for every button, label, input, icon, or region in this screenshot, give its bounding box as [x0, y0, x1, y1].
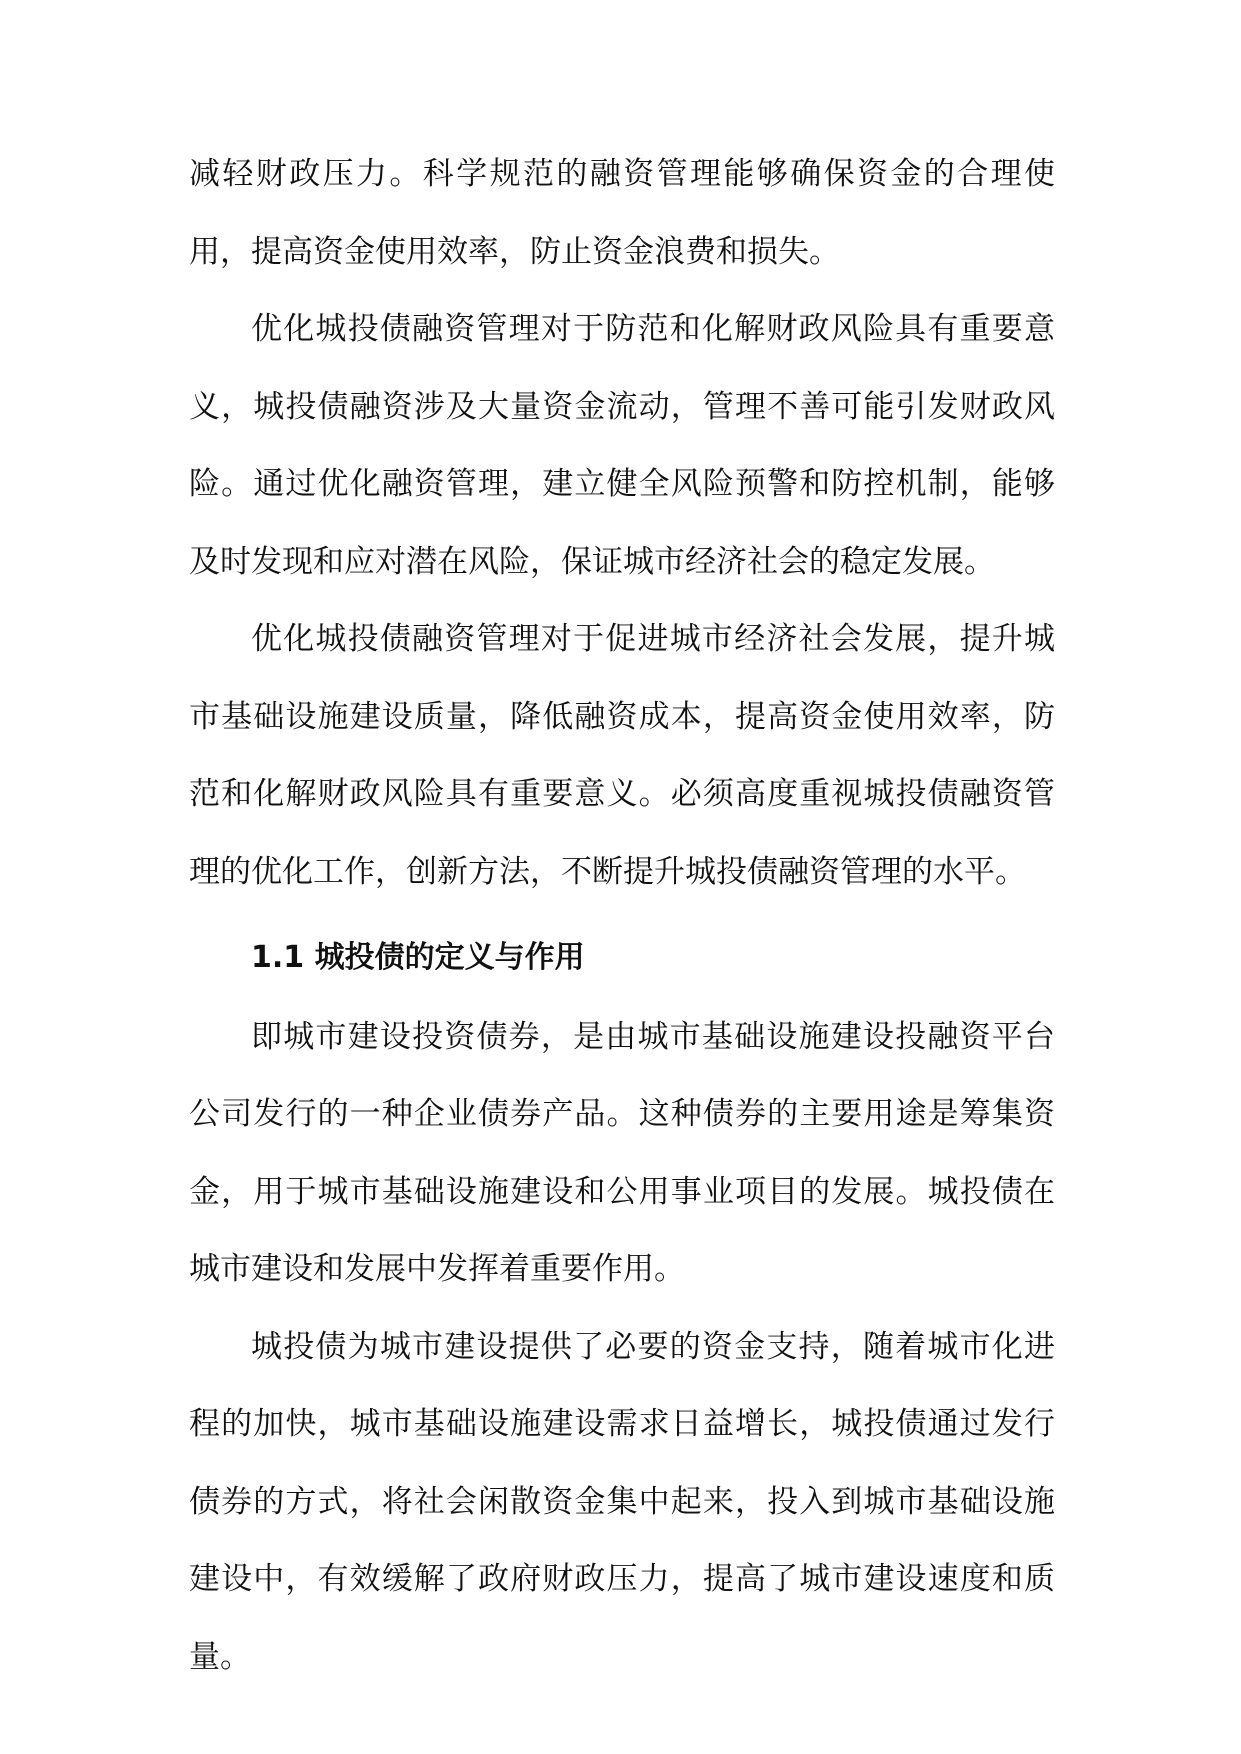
paragraph-role: 城投债为城市建设提供了必要的资金支持，随着城市化进程的加快，城市基础设施建设需求日益增长，城投债通过发行债券的方式，将社会闲散资金集中起来，投入到城市基础设施建设中，有效缓解了政府财政压力，提高了城市建设速度和质量。: [189, 1328, 1055, 1675]
paragraph-summary: 优化城投债融资管理对于促进城市经济社会发展，提升城市基础设施建设质量，降低融资成本，提高资金使用效率，防范和化解财政风险具有重要意义。必须高度重视城投债融资管理的优化工作，创新方法，不断提升城投债融资管理的水平。: [189, 621, 1055, 890]
paragraph-risk-prevention: 优化城投债融资管理对于防范和化解财政风险具有重要意义，城投债融资涉及大量资金流动，管理不善可能引发财政风险。通过优化融资管理，建立健全风险预警和防控机制，能够及时发现和应对潜在风险，保证城市经济社会的稳定发展。: [189, 311, 1055, 580]
document-body: [189, 136, 1055, 1696]
paragraph-definition: 即城市建设投资债券，是由城市基础设施建设投融资平台公司发行的一种企业债券产品。这种债券的主要用途是筹集资金，用于城市基础设施建设和公用事业项目的发展。城投债在城市建设和发展中发挥着重要作用。: [189, 1018, 1055, 1287]
paragraph-continued: 减轻财政压力。科学规范的融资管理能够确保资金的合理使用，提高资金使用效率，防止资金浪费和损失。: [189, 156, 1055, 270]
section-heading: 1.1 城投债的定义与作用: [251, 940, 585, 975]
